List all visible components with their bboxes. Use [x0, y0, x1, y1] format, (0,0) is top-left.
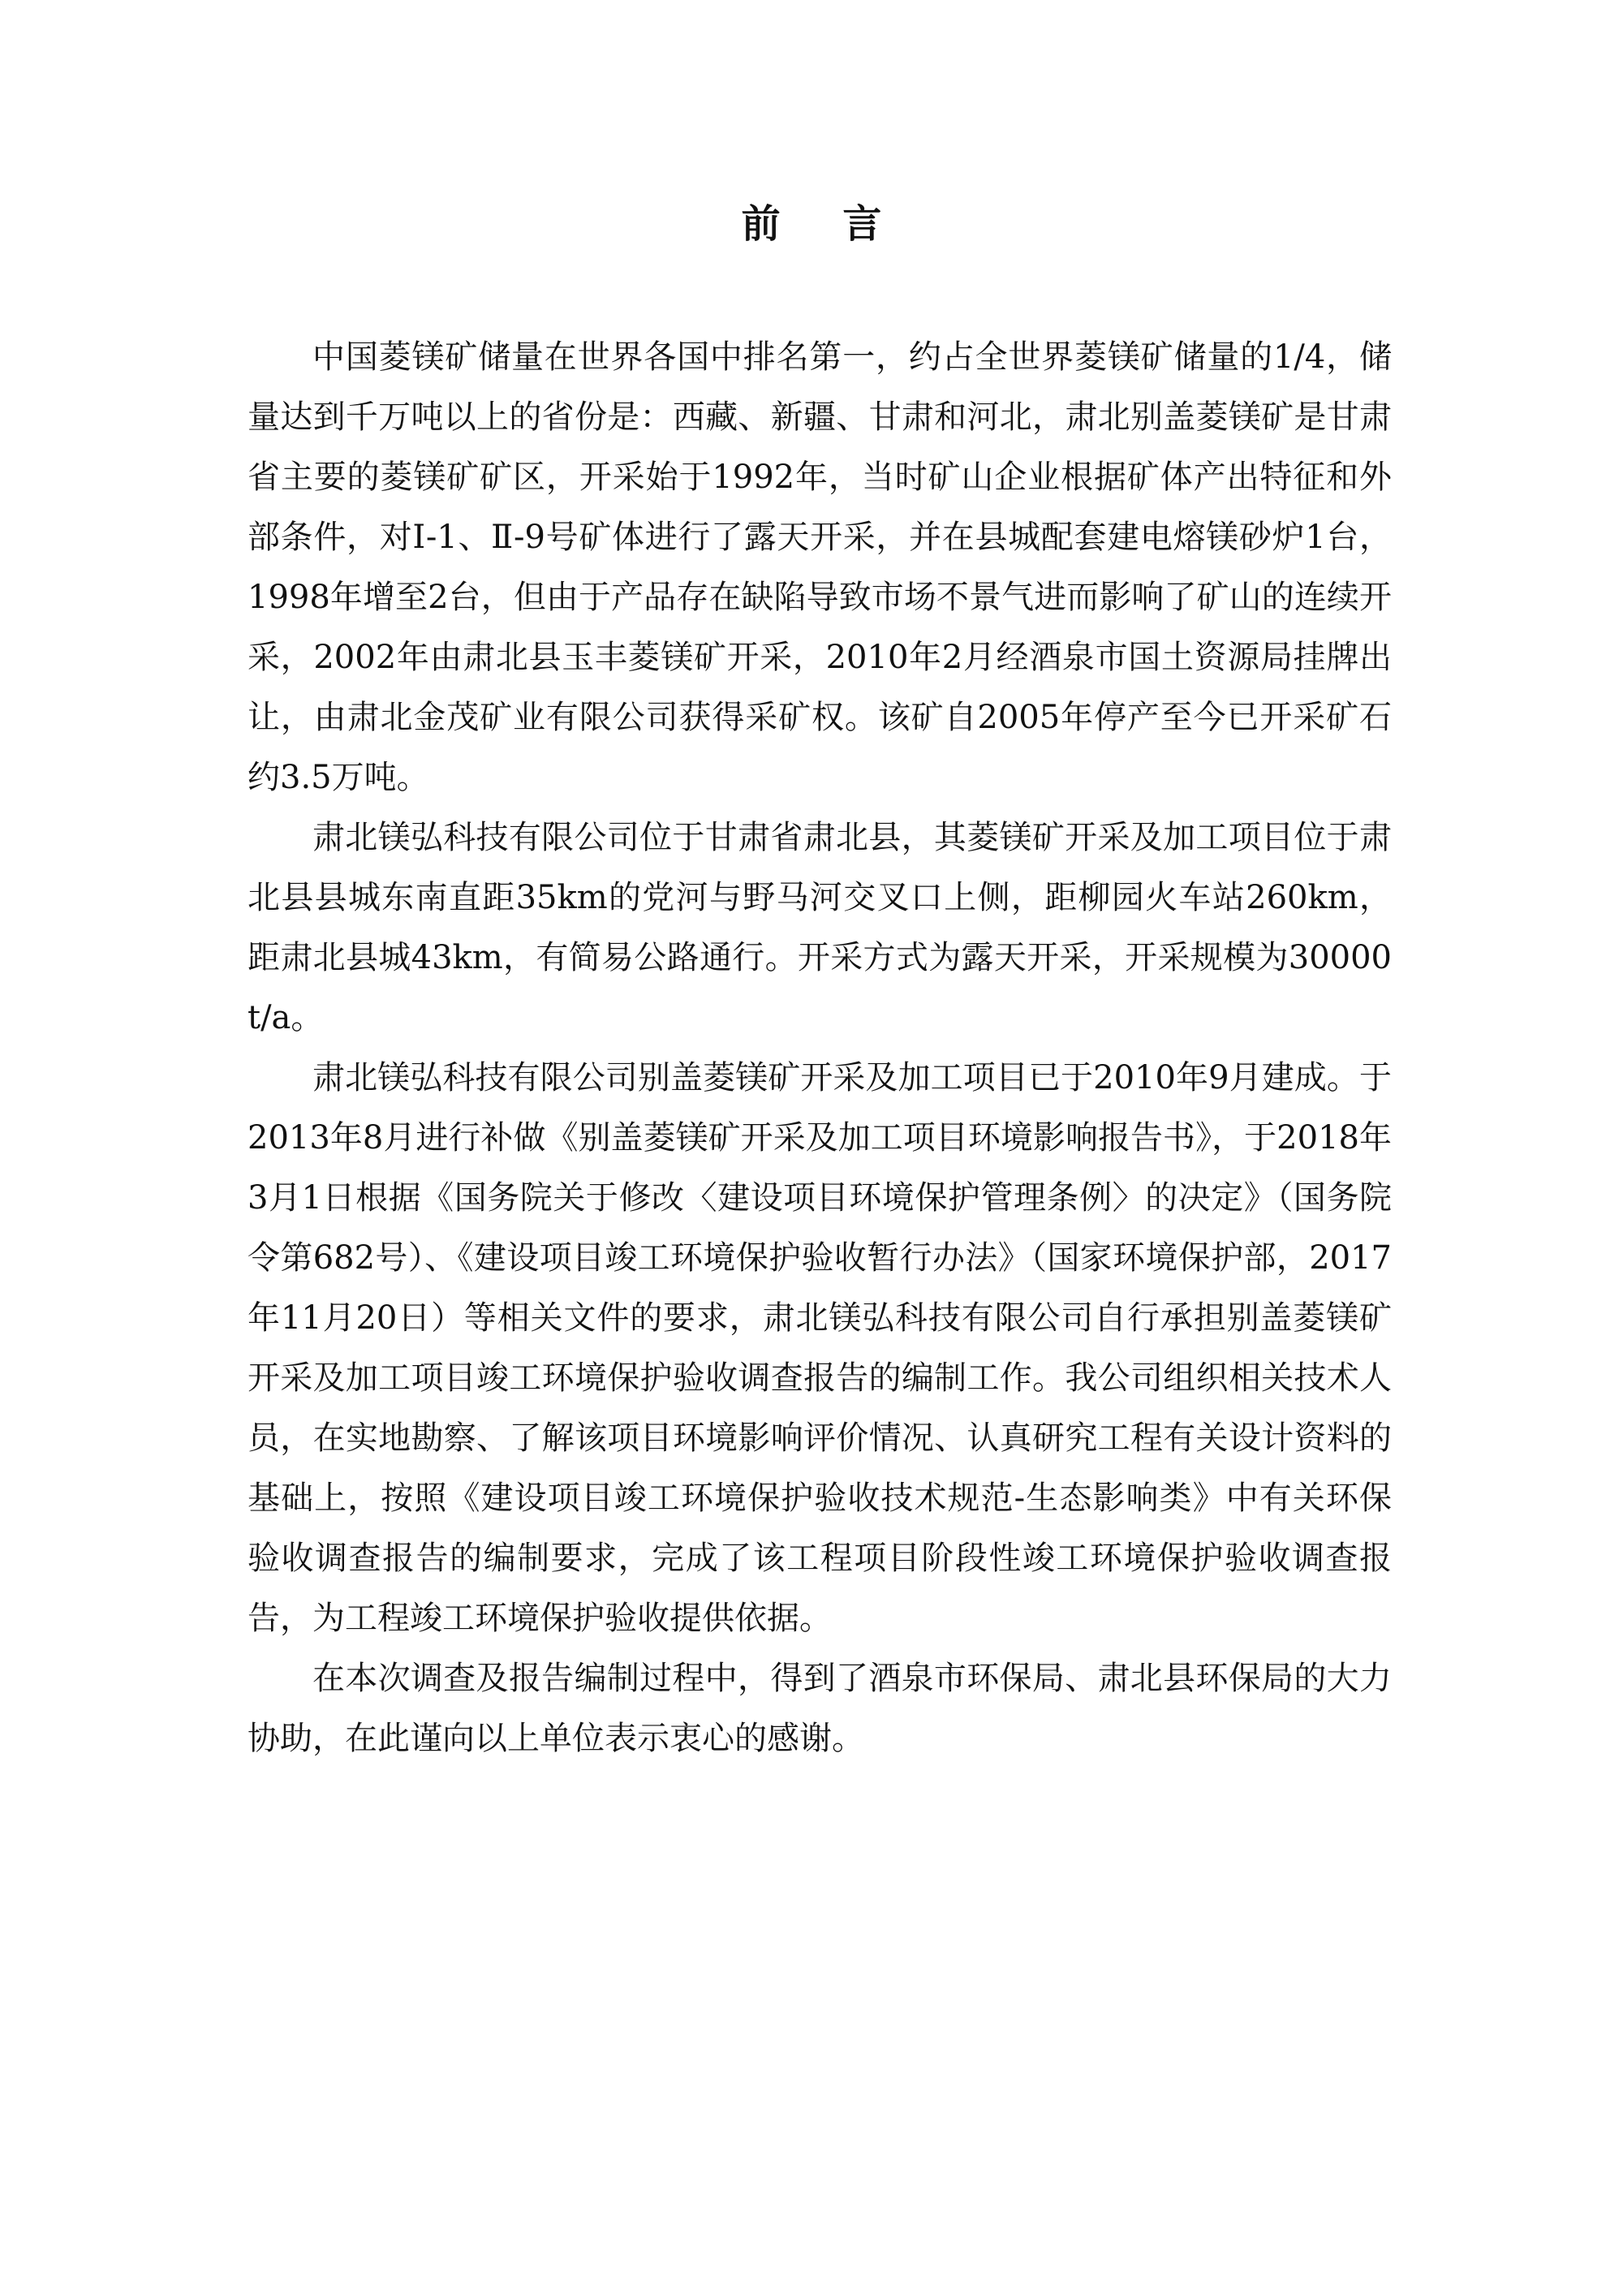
preface-body [248, 327, 1392, 1768]
paragraph-3: 肃北镁弘科技有限公司别盖菱镁矿开采及加工项目已于2010年9月建成。于2013年8月进行补做《别盖菱镁矿开采及加工项目环境影响报告书》，于2018年3月1日根据《国务院关于修改〈建设项目环境保护管理条例〉的决定》（国务院令第682号）、《建设项目竣工环境保护验收暂行办法》（国家环境保护部，2017年11月20日）等相关文件的要求，肃北镁弘科技有限公司自行承担别盖菱镁矿开采及加工项目竣工环境保护验收调查报告的编制工作。我公司组织相关技术人员，在实地勘察、了解该项目环境影响评价情况、认真研究工程有关设计资料的基础上，按照《建设项目竣工环境保护验收技术规范-生态影响类》中有关环保验收调查报告的编制要求，完成了该工程项目阶段性竣工环境保护验收调查报告，为工程竣工环境保护验收提供依据。 [248, 1059, 1392, 1637]
paragraph-4: 在本次调查及报告编制过程中，得到了酒泉市环保局、肃北县环保局的大力协助，在此谨向以上单位表示衷心的感谢。 [248, 1660, 1392, 1757]
page-title: 前 言 [741, 201, 906, 247]
paragraph-2: 肃北镁弘科技有限公司位于甘肃省肃北县，其菱镁矿开采及加工项目位于肃北县县城东南直距35km的党河与野马河交叉口上侧，距柳园火车站260km，距肃北县城43km，有简易公路通行。开采方式为露天开采，开采规模为30000t/a。 [248, 819, 1392, 1036]
paragraph-1: 中国菱镁矿储量在世界各国中排名第一，约占全世界菱镁矿储量的1/4，储量达到千万吨以上的省份是：西藏、新疆、甘肃和河北，肃北别盖菱镁矿是甘肃省主要的菱镁矿矿区，开采始于1992年，当时矿山企业根据矿体产出特征和外部条件，对Ⅰ-1、Ⅱ-9号矿体进行了露天开采，并在县城配套建电熔镁砂炉1台，1998年增至2台，但由于产品存在缺陷导致市场不景气进而影响了矿山的连续开采，2002年由肃北县玉丰菱镁矿开采，2010年2月经酒泉市国土资源局挂牌出让，由肃北金茂矿业有限公司获得采矿权。该矿自2005年停产至今已开采矿石约3.5万吨。 [248, 338, 1392, 796]
